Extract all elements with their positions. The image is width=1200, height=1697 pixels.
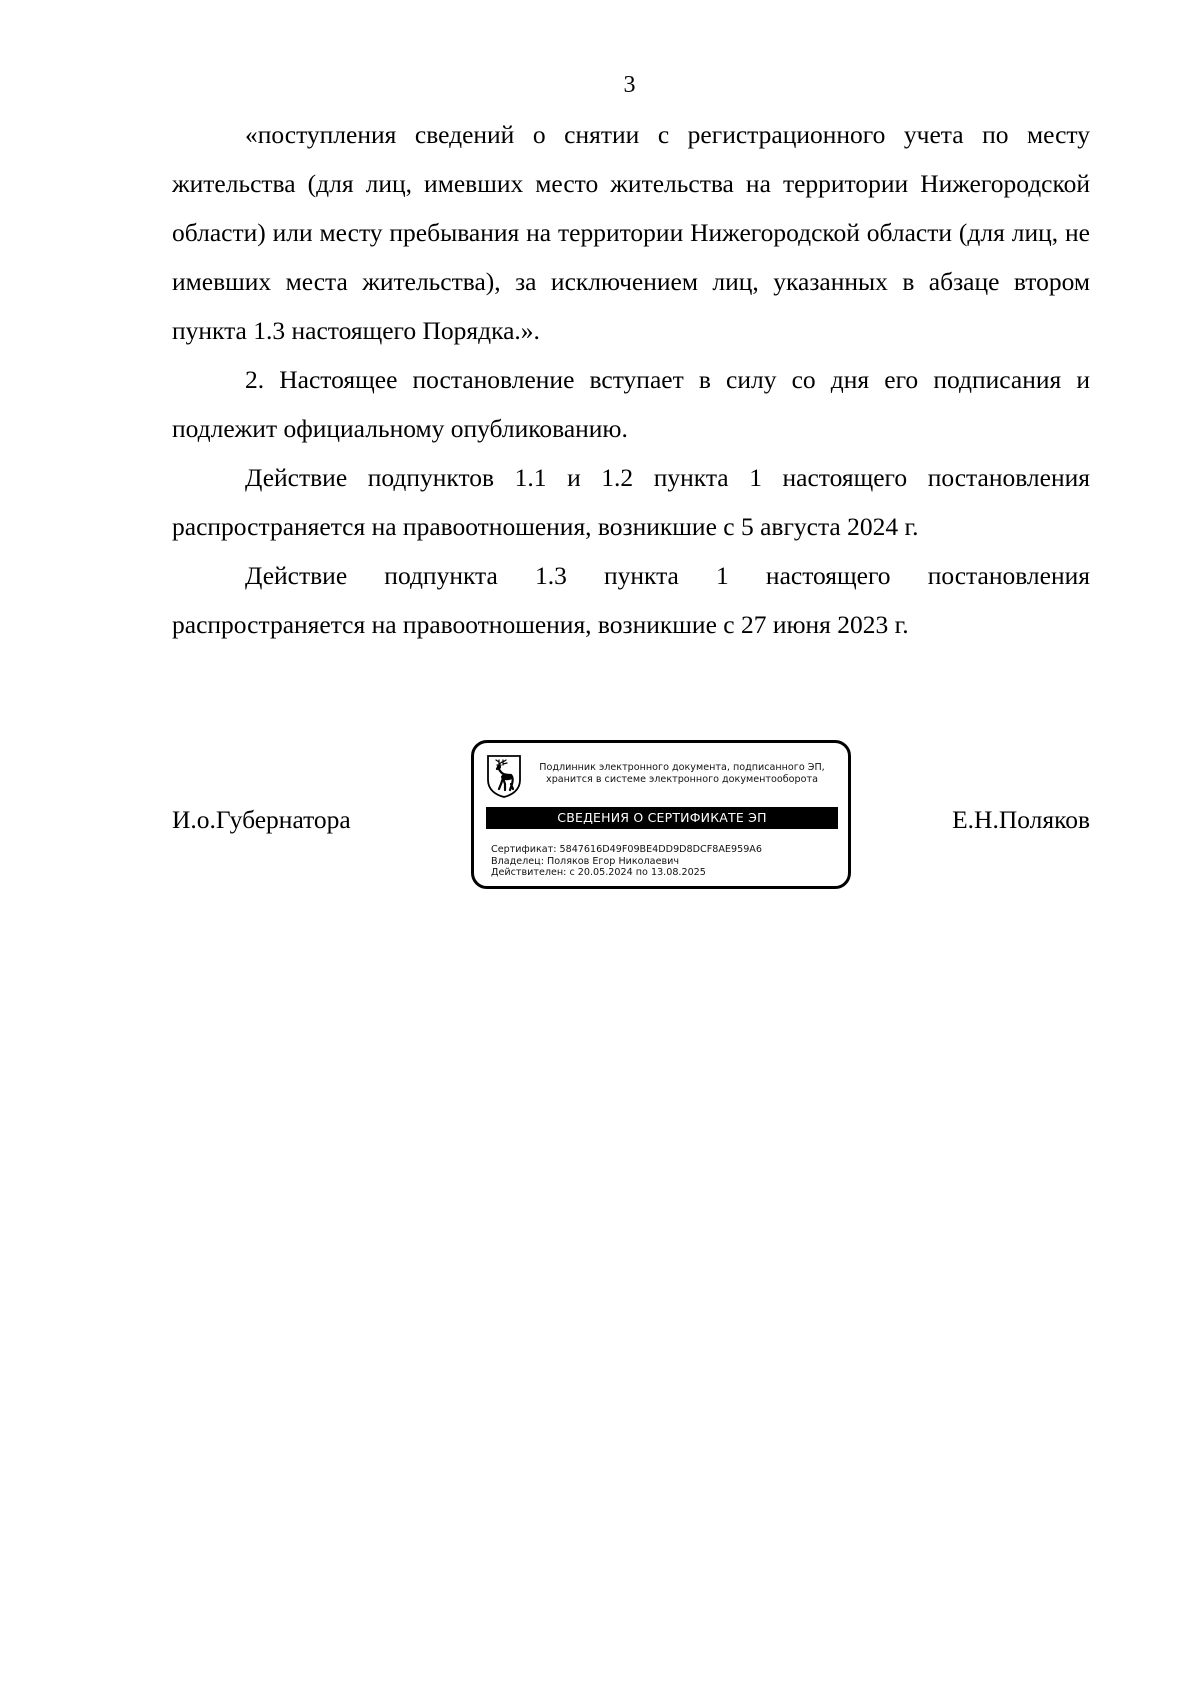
paragraph-effect-subitem-1-3: Действие подпункта 1.3 пункта 1 настоящего постановления распространяется на правоотношения, возникшие с 27 июня 2023 г.: [172, 561, 1090, 639]
paragraph-amendment-quote: «поступления сведений о снятии с регистрационного учета по месту жительства (для лиц, имевших место жительства на территории Нижегородской области) или месту пребывания на территории Нижегородской области (для лиц, не имевших места жительства), за исключением лиц, указанных в абзаце втором пункта 1.3 настоящего Порядка.».: [172, 120, 1090, 345]
paragraph-entry-into-force: 2. Настоящее постановление вступает в силу со дня его подписания и подлежит официальному опубликованию.: [172, 365, 1090, 443]
stamp-header-line-2: хранится в системе электронного документооборота: [546, 774, 818, 785]
stamp-validity: Действителен: с 20.05.2024 по 13.08.2025: [491, 867, 706, 878]
paragraph-effect-subitems-1-1-1-2: Действие подпунктов 1.1 и 1.2 пункта 1 настоящего постановления распространяется на правоотношения, возникшие с 5 августа 2024 г.: [172, 463, 1090, 541]
stamp-owner: Владелец: Поляков Егор Николаевич: [491, 855, 680, 867]
signatory-position: И.о.Губернатора: [172, 805, 351, 834]
deer-coat-of-arms-icon: [486, 754, 522, 798]
stamp-certificate-number: Сертификат: 5847616D49F09BE4DD9D8DCF8AE959A6: [491, 844, 762, 855]
page-number: 3: [623, 72, 636, 98]
document-body: [172, 110, 1090, 649]
signature-block: [172, 740, 1090, 900]
stamp-certificate-details: [491, 844, 841, 879]
electronic-signature-stamp: [471, 740, 851, 889]
signatory-name: Е.Н.Поляков: [952, 805, 1090, 834]
stamp-header-line-1: Подлинник электронного документа, подписанного ЭП,: [539, 762, 825, 773]
stamp-header: [522, 762, 842, 786]
stamp-certificate-title: СВЕДЕНИЯ О СЕРТИФИКАТЕ ЭП: [486, 807, 838, 829]
